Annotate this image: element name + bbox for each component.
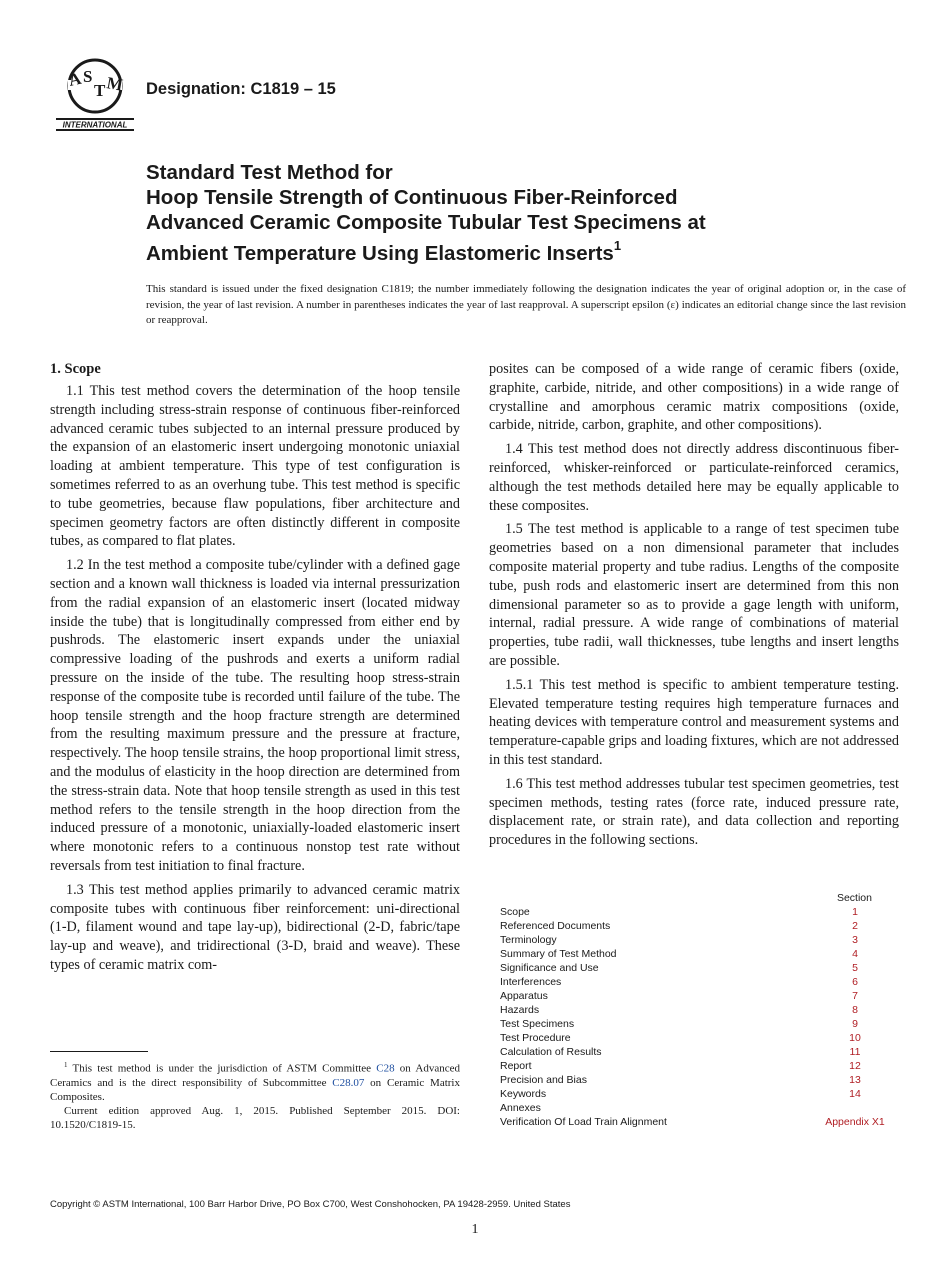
section-table-label: Annexes [500,1102,541,1114]
section-table-label: Precision and Bias [500,1074,587,1086]
footnotes [50,1058,460,1132]
title-line-3: Advanced Ceramic Composite Tubular Test Specimens at [146,211,706,234]
section-table-link[interactable]: 2 [852,920,858,932]
document-title [146,160,906,266]
section-table-header: Section [836,892,872,904]
section-table-link[interactable]: 9 [852,1018,858,1030]
issued-note: This standard is issued under the fixed designation C1819; the number immediately following the designation indicates the year of original adoption or, in the case of revision, the year of last revision. A number in parentheses indicates the year of last reapproval. A superscript epsilon (ε) indicates an editorial change since the last revision or reapproval. [146,283,906,326]
section-table-row [500,1045,890,1059]
section-table-row [500,1031,890,1045]
copyright: Copyright © ASTM International, 100 Barr Harbor Drive, PO Box C700, West Conshohocken, PA 19428-2959. United States [50,1199,571,1210]
title-line-4-text: Ambient Temperature Using Elastomeric Inserts [146,241,614,265]
svg-text:A: A [66,68,83,90]
section-table-row [500,1017,890,1031]
footnote-1-text-a: This test method is under the jurisdiction of ASTM Committee [72,1062,377,1075]
right-column [489,360,899,855]
astm-logo [54,58,136,132]
footnote-2: Current edition approved Aug. 1, 2015. Published September 2015. DOI: 10.1520/C1819-15. [50,1104,460,1131]
paragraph-1-5-1: 1.5.1 This test method is specific to ambient temperature testing. Elevated temperature testing requires high temperature furnaces and heating devices with temperature control and measurement systems and temperature-capable grips and loading fixtures, which are not addressed in this test standard. [489,676,899,768]
section-table-link [815,1101,895,1115]
section-table-label: Verification Of Load Train Alignment [500,1116,667,1128]
section-table-row [500,1115,890,1129]
svg-text:M: M [105,73,125,95]
title-line-1: Standard Test Method for [146,161,393,184]
section-table-link[interactable]: 5 [852,962,858,974]
title-footnote-mark: 1 [613,238,622,253]
footnote-1-text-c: on Ceramic Matrix Composites. [50,1076,460,1103]
section-table-link[interactable]: 12 [849,1060,861,1072]
astm-logo-icon [54,58,136,132]
section-table-link[interactable]: 4 [852,948,858,960]
section-table-link[interactable]: 6 [852,976,858,988]
section-table-link[interactable]: 3 [852,934,858,946]
left-column [50,360,460,980]
footnote-divider [50,1051,148,1052]
section-table-label: Referenced Documents [500,920,611,932]
section-table-link[interactable]: 11 [849,1046,861,1058]
section-table [500,891,890,1129]
section-table-row [500,947,890,961]
section-table-link[interactable]: 1 [852,906,858,918]
footnote-1 [50,1058,460,1104]
section-table-row [500,1059,890,1073]
footnote-mark: 1 [64,1061,68,1069]
section-table-link[interactable]: 14 [849,1088,861,1100]
paragraph-1-4: 1.4 This test method does not directly address discontinuous fiber-reinforced, whisker-reinforced or particulate-reinforced ceramics, although the test methods detailed here may be equally applicable to these composites. [489,441,899,514]
section-table-link[interactable]: 10 [849,1032,861,1044]
section-table-row [500,961,890,975]
section-table-label: Keywords [500,1088,547,1100]
svg-text:T: T [94,81,106,100]
section-table-row [500,1073,890,1087]
section-table-row [500,905,890,919]
paragraph-1-6: 1.6 This test method addresses tubular test specimen geometries, test specimen methods, testing rates (force rate, induced pressure rate, displacement rate, or strain rate), and data collection and reporting procedures in the following sections. [489,775,899,849]
section-table-label: Report [500,1060,532,1072]
designation: Designation: C1819 – 15 [146,80,336,98]
section-table-row [500,989,890,1003]
footnote-1-text-b: on Advanced Ceramics and is the direct responsibility of Subcommittee [50,1062,460,1089]
section-table-label: Test Specimens [500,1018,575,1030]
committee-link[interactable]: C28 [376,1062,395,1075]
title-line-2: Hoop Tensile Strength of Continuous Fiber-Reinforced [146,186,678,209]
section-table-label: Hazards [500,1004,540,1016]
section-table-rows [500,905,890,1129]
title-line-4 [146,235,906,266]
page-number: 1 [471,1222,479,1237]
paragraph-1-3-continued: posites can be composed of a wide range of ceramic fibers (oxide, graphite, carbide, nitride, and other compositions) in a wide range of crystalline and amorphous ceramic matrix compositions (oxide, carbide, nitride, carbon, graphite, and other compositions). [489,361,899,434]
section-table-link[interactable]: 13 [849,1074,861,1086]
paragraph-1-1: 1.1 This test method covers the determination of the hoop tensile strength including stress-strain response of continuous fiber-reinforced advanced ceramic tubes subjected to an internal pressure produced by the expansion of an elastomeric insert undergoing monotonic uniaxial loading at ambient temperature. This type of test configuration is sometimes referred to as an overhung tube. This test method is specific to tube geometries, because flaw populations, fiber architecture and specimen geometry factors are often distinctly different in composite tubes, as compared to flat plates. [50,383,460,550]
section-table-label: Terminology [500,934,557,946]
section-table-label: Test Procedure [500,1032,571,1044]
section-table-link[interactable]: Appendix X1 [825,1116,885,1128]
paragraph-1-2: 1.2 In the test method a composite tube/cylinder with a defined gage section and a known wall thickness is loaded via internal pressurization from the radial expansion of an elastomeric insert (located midway inside the tube) that is longitudinally compressed from either end by pushrods. The elastomeric insert expands under the uniaxial compressive loading of the pushrods and exerts a uniform radial pressure on the inside of the tube. The resulting hoop stress-strain response of the composite tube is recorded until failure of the tube. The hoop tensile strength and the hoop fracture strength are determined from the resulting maximum pressure and the pressure at fracture, respectively. The hoop tensile strains, the hoop proportional limit stress, and the modulus of elasticity in the hoop direction are determined from the stress-strain data. Note that hoop tensile strength as used in this test method refers to the tensile strength in the hoop direction from the induced pressure of a monotonic, uniaxially-loaded elastomeric insert where monotonic refers to a continuous nonstop test rate without reversals from test initiation to final fracture. [50,557,460,874]
paragraph-1-3: 1.3 This test method applies primarily to advanced ceramic matrix composite tubes with continuous fiber reinforcement: uni-directional (1-D, filament wound and tape lay-up), bidirectional (2-D, fabric/tape lay-up and weave), and tridirectional (3-D, braid and weave). These types of ceramic matrix com- [50,881,460,973]
section-table-row [500,975,890,989]
section-table-label: Scope [500,906,530,918]
section-table-row [500,1003,890,1017]
svg-text:S: S [83,67,93,86]
section-table-row [500,1087,890,1101]
section-table-row [500,919,890,933]
section-table-row [500,1101,890,1115]
logo-text: INTERNATIONAL [62,120,128,130]
section-table-label: Significance and Use [500,962,599,974]
section-table-label: Apparatus [500,990,548,1002]
section-heading-scope: 1. Scope [50,361,101,377]
section-table-label: Interferences [500,976,562,988]
section-table-label: Calculation of Results [500,1046,602,1058]
section-table-row [500,933,890,947]
section-table-label: Summary of Test Method [500,948,617,960]
paragraph-1-5: 1.5 The test method is applicable to a range of test specimen tube geometries based on a non dimensional parameter that includes composite material property and tube radius. Lengths of the composite tube, push rods and elastomeric insert are determined from this non dimensional parameter so as to provide a gage length with uniform, internal, radial pressure. A wide range of combinations of material properties, tube radii, wall thicknesses, tube lengths and insert lengths are possible. [489,521,899,669]
section-table-link[interactable]: 8 [852,1004,858,1016]
subcommittee-link[interactable]: C28.07 [332,1076,365,1089]
section-table-link[interactable]: 7 [852,990,858,1002]
